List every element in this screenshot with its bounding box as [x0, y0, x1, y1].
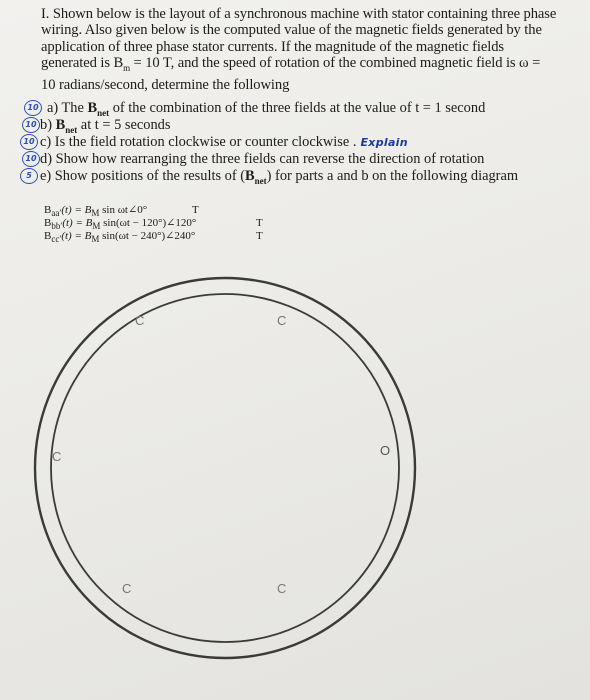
intro-line-1: I. Shown below is the layout of a synchronous machine with stator containing three phase: [41, 6, 557, 22]
stator-diagram: [30, 265, 420, 665]
part-e: 5 e) Show positions of the results of $(B_{net})$ for parts a and b on the following diagram: [0, 168, 590, 185]
unit-aa: T: [192, 204, 199, 216]
slot-label-bottom-left: C: [122, 581, 132, 596]
points-mark-a: 10: [24, 100, 42, 116]
points-mark-c: 10: [20, 134, 38, 150]
part-a: 10 a) The $B_{net}$ of the combination of the three fields at the value of t = 1 second: [0, 100, 590, 117]
slot-label-top-right: C: [277, 313, 287, 328]
slot-label-bottom-right: C: [277, 581, 287, 596]
part-d: 10 d) Show how rearranging the three fields can reverse the direction of rotation: [0, 151, 590, 168]
stator-outer-circle: [35, 278, 415, 658]
slot-label-left: C: [52, 449, 62, 464]
stator-ring: [30, 265, 420, 665]
handwritten-explain-note: Explain: [360, 136, 408, 149]
points-mark-d: 10: [22, 151, 40, 167]
intro-line-5: 10 radians/second, determine the following: [41, 76, 290, 93]
equation-cc: $B_{cc'}(t) = B_M$ sin(ωt − 240°)∠240° T: [44, 230, 263, 245]
question-parts: [0, 100, 590, 185]
points-mark-b: 10: [22, 117, 40, 133]
part-c: 10 c) Is the field rotation clockwise or counter clockwise . Explain: [0, 134, 590, 151]
part-b: 10 b) $B_{net}$ at t = 5 seconds: [0, 117, 590, 134]
equation-bb: $B_{bb'}(t) = B_M$ sin(ωt − 120°)∠120° T: [44, 217, 263, 232]
intro-line-3: application of three phase stator currents. If the magnitude of the magnetic fields: [41, 38, 504, 55]
stator-inner-circle: [51, 294, 399, 642]
intro-line-4: generated is $B_m = 10$ T, and the speed of rotation of the combined magnetic field is ω =: [41, 55, 541, 74]
equation-aa: $B_{aa'}(t) = B_M$ sin ωt∠0° T: [44, 204, 199, 219]
unit-cc: T: [256, 230, 263, 242]
slot-label-right: O: [380, 443, 391, 458]
slot-label-top-left: C: [135, 313, 145, 328]
unit-bb: T: [256, 217, 263, 229]
field-equations: [44, 204, 263, 245]
problem-statement: [41, 6, 577, 93]
points-mark-e: 5: [20, 168, 38, 184]
intro-line-2: wiring. Also given below is the computed value of the magnetic fields generated by the: [41, 22, 542, 39]
